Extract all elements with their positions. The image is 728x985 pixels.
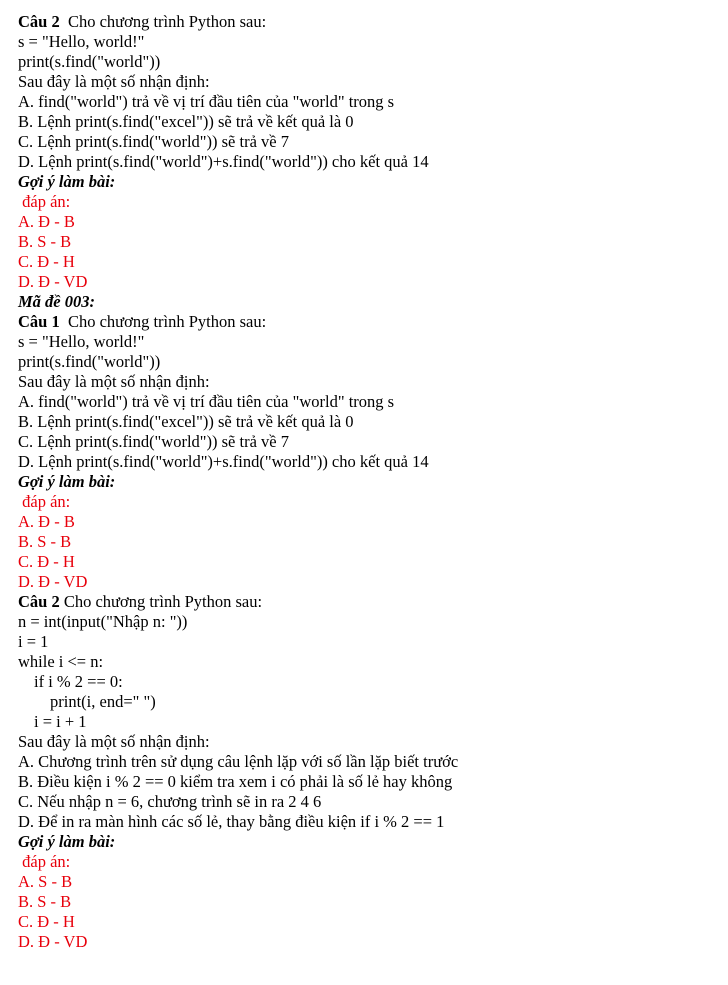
answer-b: B. S - B xyxy=(18,892,72,911)
document-page xyxy=(18,12,718,952)
hint-heading: Gợi ý làm bài: xyxy=(18,172,116,191)
answer-label: đáp án: xyxy=(18,492,71,511)
statement-d: D. Để in ra màn hình các số lẻ, thay bằng điều kiện if i % 2 == 1 xyxy=(18,812,445,831)
answer-c: C. Đ - H xyxy=(18,552,75,571)
statement-a: A. find("world") trả về vị trí đầu tiên của "world" trong s xyxy=(18,392,395,411)
code-line: n = int(input("Nhập n: ")) xyxy=(18,612,188,631)
statement-b: B. Điều kiện i % 2 == 0 kiểm tra xem i có phải là số lẻ hay không xyxy=(18,772,453,791)
answer-label: đáp án: xyxy=(18,852,71,871)
answer-b: B. S - B xyxy=(18,232,72,251)
answer-a: A. Đ - B xyxy=(18,512,75,531)
statement-c: C. Nếu nhập n = 6, chương trình sẽ in ra 2 4 6 xyxy=(18,792,322,811)
answer-label: đáp án: xyxy=(18,192,71,211)
statement-d: D. Lệnh print(s.find("world")+s.find("world")) cho kết quả 14 xyxy=(18,452,429,471)
statement-c: C. Lệnh print(s.find("world")) sẽ trả về 7 xyxy=(18,132,289,151)
answer-b: B. S - B xyxy=(18,532,72,551)
statement-b: B. Lệnh print(s.find("excel")) sẽ trả về kết quả là 0 xyxy=(18,412,354,431)
statement-a: A. Chương trình trên sử dụng câu lệnh lặp với số lần lặp biết trước xyxy=(18,752,459,771)
statement-b: B. Lệnh print(s.find("excel")) sẽ trả về kết quả là 0 xyxy=(18,112,354,131)
code-line: i = i + 1 xyxy=(34,712,87,731)
answer-d: D. Đ - VD xyxy=(18,272,88,291)
code-line: print(s.find("world")) xyxy=(18,352,161,371)
code-line: s = "Hello, world!" xyxy=(18,332,145,351)
hint-heading: Gợi ý làm bài: xyxy=(18,472,116,491)
answer-a: A. S - B xyxy=(18,872,73,891)
question-label: Câu 2 xyxy=(18,592,60,611)
answer-c: C. Đ - H xyxy=(18,252,75,271)
statement-intro: Sau đây là một số nhận định: xyxy=(18,732,210,751)
code-line: i = 1 xyxy=(18,632,49,651)
question-heading xyxy=(18,312,718,332)
code-line: if i % 2 == 0: xyxy=(34,672,123,691)
code-line: print(s.find("world")) xyxy=(18,52,161,71)
question-heading xyxy=(18,592,718,612)
question-label: Câu 1 xyxy=(18,312,60,331)
question-title: Cho chương trình Python sau: xyxy=(59,592,263,611)
statement-a: A. find("world") trả về vị trí đầu tiên của "world" trong s xyxy=(18,92,395,111)
question-title: Cho chương trình Python sau: xyxy=(59,12,267,31)
answer-d: D. Đ - VD xyxy=(18,932,88,951)
code-line: while i <= n: xyxy=(18,652,104,671)
code-line: s = "Hello, world!" xyxy=(18,32,145,51)
answer-c: C. Đ - H xyxy=(18,912,75,931)
question-heading xyxy=(18,12,718,32)
statement-c: C. Lệnh print(s.find("world")) sẽ trả về 7 xyxy=(18,432,289,451)
answer-a: A. Đ - B xyxy=(18,212,75,231)
question-title: Cho chương trình Python sau: xyxy=(59,312,267,331)
hint-heading: Gợi ý làm bài: xyxy=(18,832,116,851)
statement-intro: Sau đây là một số nhận định: xyxy=(18,72,210,91)
statement-intro: Sau đây là một số nhận định: xyxy=(18,372,210,391)
exam-code-heading: Mã đề 003: xyxy=(18,292,95,311)
statement-d: D. Lệnh print(s.find("world")+s.find("world")) cho kết quả 14 xyxy=(18,152,429,171)
answer-d: D. Đ - VD xyxy=(18,572,88,591)
question-label: Câu 2 xyxy=(18,12,60,31)
code-line: print(i, end=" ") xyxy=(50,692,156,711)
